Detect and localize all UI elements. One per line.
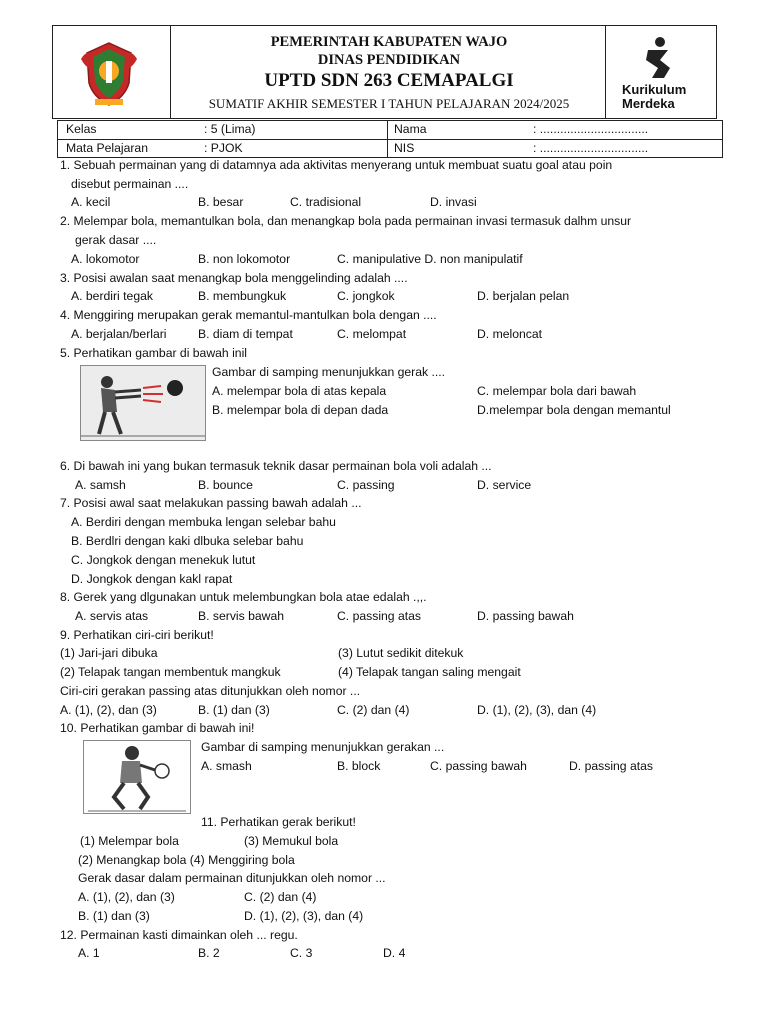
q9-item-1: (1) Jari-jari dibuka: [60, 646, 158, 660]
question-1-stem: 1. Sebuah permainan yang di datamnya ada aktivitas menyerang untuk membuat suatu goal atau poin: [60, 158, 613, 172]
kelas-label: Kelas: [66, 122, 97, 136]
question-12-stem: 12. Permainan kasti dimainkan oleh ... regu.: [60, 928, 298, 942]
q9-option-b: B. (1) dan (3): [198, 703, 270, 717]
kurikulum-text: Kurikulum: [622, 82, 687, 97]
nis-field[interactable]: : ................................: [533, 141, 649, 155]
question-8-stem: 8. Gerek yang dlgunakan untuk melembungkan bola atae edalah .,,.: [60, 590, 427, 604]
q8-option-d: D. passing bawah: [477, 609, 574, 623]
header-line-1: PEMERINTAH KABUPATEN WAJO: [270, 34, 508, 50]
q10-option-d: D. passing atas: [569, 759, 654, 773]
q2-option-cd: C. manipulative D. non manipulatif: [337, 252, 523, 266]
volleyball-pass-figure-icon: [84, 741, 190, 813]
question-5-stem: 5. Perhatikan gambar di bawah inil: [60, 346, 247, 360]
q10-option-c: C. passing bawah: [430, 759, 527, 773]
q9-option-d: D. (1), (2), (3), dan (4): [477, 703, 597, 717]
student-info-table: [57, 120, 723, 158]
q10-illustration: [83, 740, 191, 814]
exam-title: SUMATIF AKHIR SEMESTER I TAHUN PELAJARAN 2024/2025: [208, 96, 570, 111]
q11-option-b: B. (1) dan (3): [78, 909, 150, 923]
q1-option-d: D. invasi: [430, 195, 477, 209]
q9-option-c: C. (2) dan (4): [337, 703, 410, 717]
q8-option-a: A. servis atas: [75, 609, 149, 623]
kelas-value: : 5 (Lima): [204, 122, 256, 136]
q2-option-a: A. lokomotor: [71, 252, 140, 266]
q1-option-b: B. besar: [198, 195, 244, 209]
q11-option-d: D. (1), (2), (3), dan (4): [244, 909, 364, 923]
q1-option-a: A. kecil: [71, 195, 111, 209]
mapel-value: : PJOK: [204, 141, 243, 155]
question-2-stem-cont: gerak dasar ....: [75, 233, 157, 247]
school-name: UPTD SDN 263 CEMAPALGI: [264, 70, 514, 91]
mapel-label: Mata Pelajaran: [66, 141, 148, 155]
question-6-stem: 6. Di bawah ini yang bukan termasuk teknik dasar permainan bola voli adalah ...: [60, 459, 492, 473]
question-11-stem: 11. Perhatikan gerak berikut!: [201, 815, 356, 829]
q9-item-2: (2) Telapak tangan membentuk mangkuk: [60, 665, 281, 679]
q5-sub-stem: Gambar di samping menunjukkan gerak ....: [212, 365, 446, 379]
q3-option-c: C. jongkok: [337, 289, 395, 303]
q5-option-c: C. melempar bola dari bawah: [477, 384, 637, 398]
q5-option-a: A. melempar bola di atas kepala: [212, 384, 387, 398]
logo-cell-right: [605, 26, 716, 118]
q4-option-a: A. berjalan/berlari: [71, 327, 167, 341]
q12-option-c: C. 3: [290, 946, 313, 960]
letterhead: [52, 25, 717, 119]
q11-option-a: A. (1), (2), dan (3): [78, 890, 175, 904]
q10-option-b: B. block: [337, 759, 381, 773]
q6-option-c: C. passing: [337, 478, 395, 492]
q2-option-b: B. non lokomotor: [198, 252, 291, 266]
q4-option-c: C. melompat: [337, 327, 407, 341]
q6-option-b: B. bounce: [198, 478, 253, 492]
q3-option-d: D. berjalan pelan: [477, 289, 570, 303]
q11-ask: Gerak dasar dalam permainan ditunjukkan oleh nomor ...: [78, 871, 386, 885]
question-1-stem-cont: disebut permainan ....: [71, 177, 189, 191]
q9-item-4: (4) Telapak tangan saling mengait: [338, 665, 521, 679]
q7-option-b: B. Berdlri dengan kaki dlbuka selebar bahu: [71, 534, 304, 548]
q3-option-b: B. membungkuk: [198, 289, 287, 303]
q9-option-a: A. (1), (2), dan (3): [60, 703, 157, 717]
question-7-stem: 7. Posisi awal saat melakukan passing bawah adalah ...: [60, 496, 362, 510]
kurikulum-merdeka-logo-icon: [638, 36, 678, 80]
q4-option-d: D. meloncat: [477, 327, 543, 341]
q7-option-a: A. Berdiri dengan membuka lengan selebar bahu: [71, 515, 336, 529]
logo-cell-left: [53, 26, 171, 118]
wajo-regency-emblem-icon: [79, 39, 139, 109]
q9-ask: Ciri-ciri gerakan passing atas ditunjukkan oleh nomor ...: [60, 684, 361, 698]
q12-option-d: D. 4: [383, 946, 406, 960]
q11-item-2-4: (2) Menangkap bola (4) Menggiring bola: [78, 853, 295, 867]
q6-option-a: A. samsh: [75, 478, 126, 492]
question-2-stem: 2. Melempar bola, memantulkan bola, dan menangkap bola pada permainan invasi termasuk dalhm unsur: [60, 214, 632, 228]
q5-option-d: D.melempar bola dengan memantul: [477, 403, 671, 417]
q12-option-b: B. 2: [198, 946, 220, 960]
q1-option-c: C. tradisional: [290, 195, 362, 209]
q6-option-d: D. service: [477, 478, 532, 492]
q12-option-a: A. 1: [78, 946, 100, 960]
nis-label: NIS: [394, 141, 415, 155]
q10-option-a: A. smash: [201, 759, 252, 773]
q3-option-a: A. berdiri tegak: [71, 289, 153, 303]
q8-option-c: C. passing atas: [337, 609, 422, 623]
q7-option-d: D. Jongkok dengan kakl rapat: [71, 572, 233, 586]
q11-option-c: C. (2) dan (4): [244, 890, 317, 904]
q7-option-c: C. Jongkok dengan menekuk lutut: [71, 553, 256, 567]
q10-sub-stem: Gambar di samping menunjukkan gerakan ...: [201, 740, 445, 754]
q11-item-3: (3) Memukul bola: [244, 834, 339, 848]
merdeka-text: Merdeka: [622, 96, 675, 111]
q11-item-1: (1) Melempar bola: [80, 834, 179, 848]
q5-option-b: B. melempar bola di depan dada: [212, 403, 389, 417]
question-9-stem: 9. Perhatikan ciri-ciri berikut!: [60, 628, 214, 642]
q5-illustration: [80, 365, 206, 441]
chest-pass-figure-icon: [81, 366, 205, 440]
q8-option-b: B. servis bawah: [198, 609, 285, 623]
q9-item-3: (3) Lutut sedikit ditekuk: [338, 646, 464, 660]
question-3-stem: 3. Posisi awalan saat menangkap bola menggelinding adalah ....: [60, 271, 408, 285]
question-4-stem: 4. Menggiring merupakan gerak memantul-mantulkan bola dengan ....: [60, 308, 437, 322]
nama-field[interactable]: : ................................: [533, 122, 649, 136]
nama-label: Nama: [394, 122, 427, 136]
header-line-2: DINAS PENDIDIKAN: [317, 52, 461, 68]
q4-option-b: B. diam di tempat: [198, 327, 293, 341]
question-10-stem: 10. Perhatikan gambar di bawah ini!: [60, 721, 255, 735]
